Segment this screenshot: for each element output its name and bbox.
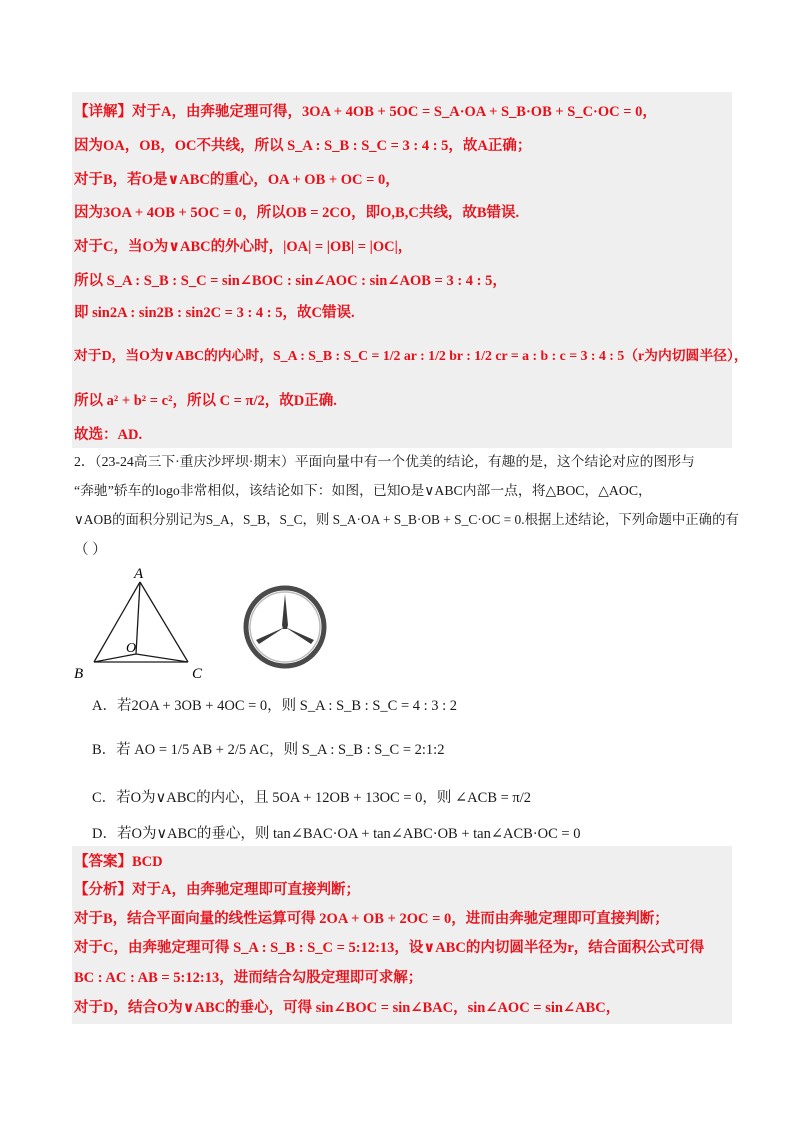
option-b: B．若 AO = 1/5 AB + 2/5 AC，则 S_A : S_B : S_C = 2:1:2 xyxy=(92,742,445,758)
answer-line-4: 对于C，由奔驰定理可得 S_A : S_B : S_C = 5:12:13，设∨ABC的内切圆半径为r，结合面积公式可得 xyxy=(74,940,705,956)
solution-line-2: 因为OA，OB，OC不共线，所以 S_A : S_B : S_C = 3 : 4 : 5，故A正确； xyxy=(74,138,532,154)
answer-line-3: 对于B，结合平面向量的线性运算可得 2OA + OB + 2OC = 0，进而由奔驰定理即可直接判断； xyxy=(74,911,669,927)
three-pointed-star-logo-icon xyxy=(240,582,330,672)
label-o: O xyxy=(126,641,137,656)
solution-line-1: 【详解】对于A，由奔驰定理可得，3OA + 4OB + 5OC = S_A·OA + S_B·OB + S_C·OC = 0， xyxy=(74,104,657,120)
option-a: A．若2OA + 3OB + 4OC = 0，则 S_A : S_B : S_C = 4 : 3 : 2 xyxy=(92,698,458,714)
question-line-3: ∨AOB的面积分别记为S_A，S_B，S_C，则 S_A·OA + S_B·OB + S_C·OC = 0.根据上述结论，下列命题中正确的有 xyxy=(74,512,739,527)
solution-line-8: 对于D，当O为∨ABC的内心时，S_A : S_B : S_C = 1/2 ar : 1/2 br : 1/2 cr = a : b : c = 3 : 4 : 5（r为内切圆半径）， xyxy=(74,348,748,363)
label-a: A xyxy=(134,566,144,582)
label-c: C xyxy=(192,666,203,682)
answer-line-1: 【答案】BCD xyxy=(74,854,163,870)
segment-co xyxy=(136,654,188,662)
triangle-figure xyxy=(72,562,222,686)
solution-line-4: 因为3OA + 4OB + 5OC = 0，所以OB = 2CO，即O,B,C共线，故B错误. xyxy=(74,205,520,221)
question-line-2: “奔驰”轿车的logo非常相似，该结论如下：如图，已知O是∨ABC内部一点，将△BOC，△AOC， xyxy=(74,483,652,498)
question-line-4: （ ） xyxy=(74,542,107,558)
solution-line-5: 对于C，当O为∨ABC的外心时，|OA| = |OB| = |OC|， xyxy=(74,239,413,255)
solution-line-6: 所以 S_A : S_B : S_C = sin∠BOC : sin∠AOC : sin∠AOB = 3 : 4 : 5， xyxy=(74,273,507,289)
answer-line-2: 【分析】对于A，由奔驰定理即可直接判断； xyxy=(74,882,360,898)
solution-line-3: 对于B，若O是∨ABC的重心，OA + OB + OC = 0， xyxy=(74,172,400,188)
solution-line-7: 即 sin2A : sin2B : sin2C = 3 : 4 : 5，故C错误. xyxy=(74,305,355,321)
label-b: B xyxy=(74,666,84,682)
solution-line-9: 所以 a² + b² = c²，所以 C = π/2，故D正确. xyxy=(74,393,337,409)
answer-line-5: BC : AC : AB = 5:12:13，进而结合勾股定理即可求解； xyxy=(74,970,423,986)
option-c: C．若O为∨ABC的内心，且 5OA + 12OB + 13OC = 0，则 ∠ACB = π/2 xyxy=(92,790,532,806)
segment-ao xyxy=(136,582,140,654)
option-d: D．若O为∨ABC的垂心，则 tan∠BAC·OA + tan∠ABC·OB + tan∠ACB·OC = 0 xyxy=(92,826,581,842)
answer-line-6: 对于D，结合O为∨ABC的垂心，可得 sin∠BOC = sin∠BAC，sin∠AOC = sin∠ABC， xyxy=(74,1000,621,1016)
question-line-1: 2．（23-24高三下·重庆沙坪坝·期末）平面向量中有一个优美的结论，有趣的是，这个结论对应的图形与 xyxy=(74,454,695,469)
solution-line-10: 故选：AD. xyxy=(74,427,143,443)
edge-ca xyxy=(140,582,188,662)
